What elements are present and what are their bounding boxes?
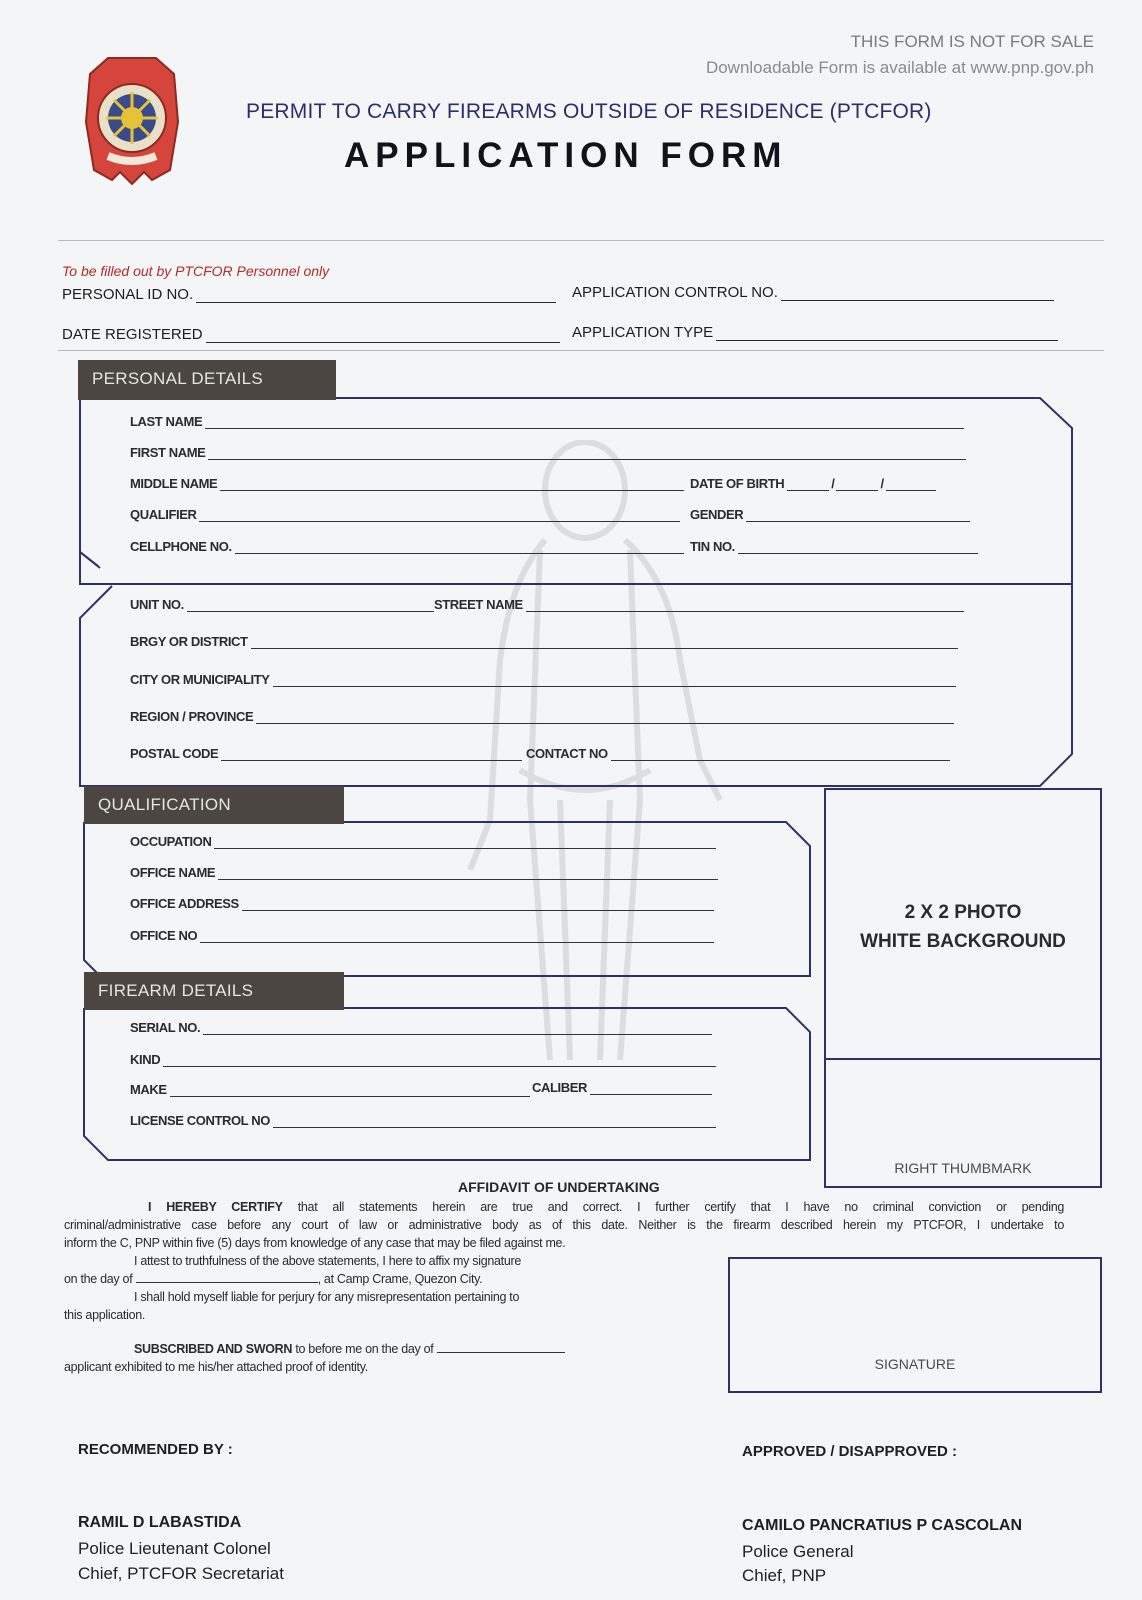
day-of-text: on the day of <box>64 1272 133 1286</box>
city-line[interactable] <box>273 675 956 687</box>
office-no-label: OFFICE NO <box>130 928 198 943</box>
staff-only-note: To be filled out by PTCFOR Personnel only <box>62 263 330 279</box>
photo-background-text: WHITE BACKGROUND <box>860 931 1066 952</box>
recommended-rank: Police Lieutenant Colonel <box>78 1539 271 1558</box>
region-label: REGION / PROVINCE <box>130 709 254 724</box>
date-registered-label: DATE REGISTERED <box>62 326 203 343</box>
unit-no-label: UNIT NO. <box>130 597 184 612</box>
kind-line[interactable] <box>163 1055 716 1067</box>
not-for-sale-notice: THIS FORM IS NOT FOR SALE <box>850 32 1094 51</box>
first-name-line[interactable] <box>208 448 966 460</box>
form-title: PERMIT TO CARRY FIREARMS OUTSIDE OF RESIDENCE (PTCFOR) <box>246 100 932 123</box>
postal-code-line[interactable] <box>221 749 522 761</box>
license-control-line[interactable] <box>273 1116 716 1128</box>
thumbmark-label: RIGHT THUMBMARK <box>894 1160 1032 1176</box>
brgy-label: BRGY OR DISTRICT <box>130 634 248 649</box>
date-of-birth-field[interactable] <box>690 476 966 491</box>
middle-name-field[interactable] <box>130 476 684 491</box>
affidavit-p2-line1: I attest to truthfulness of the above statements, I here to affix my signature <box>134 1254 522 1268</box>
qualifier-field[interactable] <box>130 507 680 522</box>
serial-no-label: SERIAL NO. <box>130 1020 201 1035</box>
date-of-birth-label: DATE OF BIRTH <box>690 476 785 491</box>
street-name-label: STREET NAME <box>434 597 523 612</box>
cellphone-field[interactable] <box>130 539 684 554</box>
affidavit-p1-text: that all statements herein are true and correct. I further certify that I have no criminal conviction or pending <box>297 1200 1064 1214</box>
caliber-line[interactable] <box>590 1083 712 1095</box>
tin-line[interactable] <box>738 542 978 554</box>
occupation-field[interactable] <box>130 834 716 849</box>
occupation-label: OCCUPATION <box>130 834 212 849</box>
make-label: MAKE <box>130 1082 167 1097</box>
personal-id-label: PERSONAL ID NO. <box>62 286 194 303</box>
approved-rank: Police General <box>742 1542 854 1561</box>
dob-separator: / <box>831 476 835 491</box>
make-field[interactable] <box>130 1082 530 1097</box>
serial-no-line[interactable] <box>203 1023 712 1035</box>
street-name-field[interactable] <box>434 597 964 612</box>
affidavit-paragraph-1 <box>64 1198 1064 1252</box>
brgy-line[interactable] <box>251 637 958 649</box>
office-name-label: OFFICE NAME <box>130 865 216 880</box>
affidavit-p1-line3: inform the C, PNP within five (5) days from knowledge of any case that may be filed against me. <box>64 1236 566 1250</box>
dob-year-line[interactable] <box>886 479 936 491</box>
middle-name-line[interactable] <box>220 479 684 491</box>
make-line[interactable] <box>170 1085 530 1097</box>
occupation-line[interactable] <box>214 837 716 849</box>
signature-box[interactable] <box>728 1257 1102 1393</box>
gender-field[interactable] <box>690 507 970 522</box>
last-name-field[interactable] <box>130 414 964 429</box>
certify-bold: I HEREBY CERTIFY <box>148 1200 283 1214</box>
first-name-label: FIRST NAME <box>130 445 206 460</box>
signing-day-line[interactable] <box>136 1271 318 1283</box>
last-name-label: LAST NAME <box>130 414 203 429</box>
cellphone-label: CELLPHONE NO. <box>130 539 232 554</box>
contact-no-field[interactable] <box>526 746 950 761</box>
caliber-label: CALIBER <box>532 1080 587 1095</box>
caliber-field[interactable] <box>532 1080 712 1095</box>
qualifier-line[interactable] <box>199 510 680 522</box>
affidavit-title: AFFIDAVIT OF UNDERTAKING <box>458 1179 660 1195</box>
sworn-bold: SUBSCRIBED AND SWORN <box>134 1342 293 1356</box>
kind-label: KIND <box>130 1052 161 1067</box>
qualification-heading: QUALIFICATION <box>84 786 344 824</box>
affidavit-paragraph-4 <box>64 1340 684 1376</box>
dob-separator: / <box>880 476 884 491</box>
affidavit-p3-line2: this application. <box>64 1308 146 1322</box>
sworn-text: to before me on the day of <box>295 1342 434 1356</box>
street-name-line[interactable] <box>526 600 964 612</box>
region-line[interactable] <box>256 712 954 724</box>
unit-no-line[interactable] <box>187 600 434 612</box>
kind-field[interactable] <box>130 1052 716 1067</box>
middle-name-label: MIDDLE NAME <box>130 476 218 491</box>
approved-disapproved-label: APPROVED / DISAPPROVED : <box>742 1443 958 1460</box>
approved-title: Chief, PNP <box>742 1566 827 1585</box>
first-name-field[interactable] <box>130 445 966 460</box>
license-control-field[interactable] <box>130 1113 716 1128</box>
cellphone-line[interactable] <box>235 542 684 554</box>
dob-day-line[interactable] <box>836 479 878 491</box>
qualifier-label: QUALIFIER <box>130 507 197 522</box>
contact-no-line[interactable] <box>611 749 950 761</box>
sworn-day-line[interactable] <box>437 1341 565 1353</box>
affidavit-p1-line2: criminal/administrative case before any court of law or administrative body as of this date. Neither is the firearm described herein my PTCFOR, I undertake to <box>64 1218 1064 1232</box>
office-address-field[interactable] <box>130 896 714 911</box>
office-name-field[interactable] <box>130 865 718 880</box>
license-control-label: LICENSE CONTROL NO <box>130 1113 270 1128</box>
tin-label: TIN NO. <box>690 539 735 554</box>
city-label: CITY OR MUNICIPALITY <box>130 672 270 687</box>
office-address-line[interactable] <box>242 899 714 911</box>
photo-instructions <box>824 898 1102 956</box>
affidavit-p4-line1 <box>64 1340 684 1358</box>
application-type-label: APPLICATION TYPE <box>572 324 714 341</box>
form-subtitle: APPLICATION FORM <box>344 136 788 175</box>
office-name-line[interactable] <box>218 868 718 880</box>
camp-crame-text: , at Camp Crame, Quezon City. <box>317 1272 483 1286</box>
office-no-line[interactable] <box>200 931 714 943</box>
signature-label: SIGNATURE <box>874 1356 956 1372</box>
last-name-line[interactable] <box>205 417 964 429</box>
affidavit-p1-line1 <box>64 1198 1064 1216</box>
approved-name: CAMILO PANCRATIUS P CASCOLAN <box>742 1517 1022 1534</box>
office-address-label: OFFICE ADDRESS <box>130 896 239 911</box>
region-field[interactable] <box>130 709 954 724</box>
gender-label: GENDER <box>690 507 744 522</box>
photo-size-text: 2 X 2 PHOTO <box>904 902 1022 923</box>
recommended-by-label: RECOMMENDED BY : <box>78 1441 233 1458</box>
brgy-field[interactable] <box>130 634 958 649</box>
recommended-name: RAMIL D LABASTIDA <box>78 1514 242 1531</box>
download-notice: Downloadable Form is available at www.pnp.gov.ph <box>705 58 1094 77</box>
firearm-details-heading: FIREARM DETAILS <box>84 972 344 1010</box>
contact-no-label: CONTACT NO <box>526 746 608 761</box>
personal-details-heading: PERSONAL DETAILS <box>78 360 336 400</box>
postal-code-field[interactable] <box>130 746 522 761</box>
office-no-field[interactable] <box>130 928 714 943</box>
affidavit-p3-line1: I shall hold myself liable for perjury for any misrepresentation pertaining to <box>134 1290 520 1304</box>
application-control-label: APPLICATION CONTROL NO. <box>572 284 778 301</box>
affidavit-p2-line2 <box>64 1270 684 1288</box>
recommended-title: Chief, PTCFOR Secretariat <box>78 1564 284 1583</box>
serial-no-field[interactable] <box>130 1020 712 1035</box>
city-field[interactable] <box>130 672 956 687</box>
affidavit-p4-line2: applicant exhibited to me his/her attached proof of identity. <box>64 1360 368 1374</box>
unit-no-field[interactable] <box>130 597 434 612</box>
dob-month-line[interactable] <box>787 479 829 491</box>
gender-line[interactable] <box>746 510 970 522</box>
tin-field[interactable] <box>690 539 978 554</box>
affidavit-paragraph-2 <box>64 1252 684 1324</box>
postal-code-label: POSTAL CODE <box>130 746 219 761</box>
